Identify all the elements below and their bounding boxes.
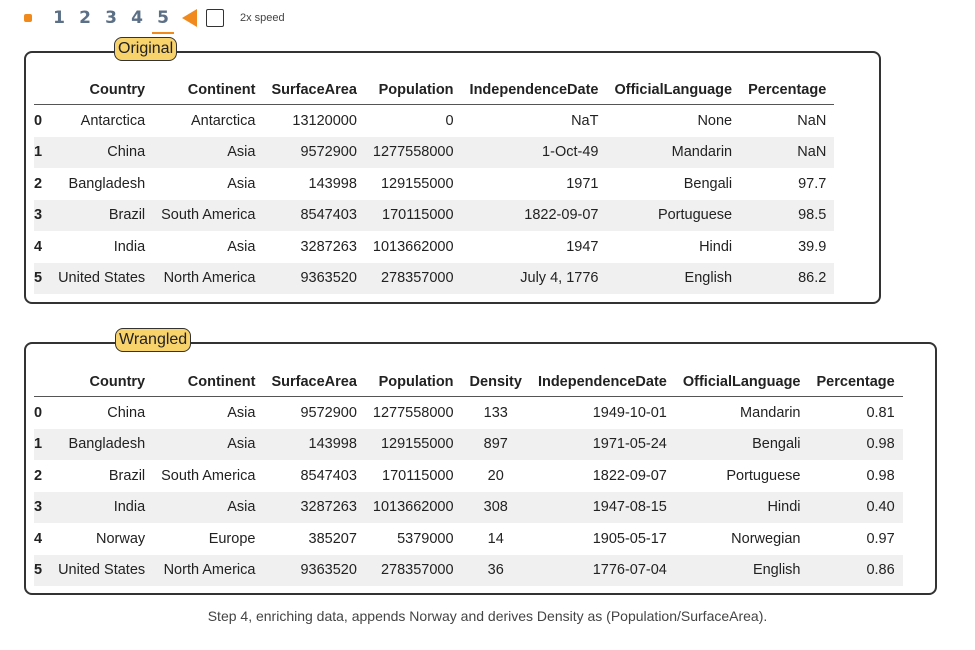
- table-cell: 0.40: [809, 492, 903, 524]
- table-cell: 5379000: [397, 530, 454, 547]
- table-cell: English: [675, 555, 809, 587]
- table-row: [34, 137, 834, 169]
- table-cell: 278357000: [365, 263, 462, 295]
- column-header: Country: [50, 368, 153, 397]
- table-cell: Bengali: [683, 175, 733, 192]
- table-cell: South America: [161, 467, 256, 484]
- table-cell: 9572900: [300, 404, 357, 421]
- column-header: Density: [462, 368, 530, 397]
- table-row: [34, 492, 903, 524]
- original-panel: [24, 40, 881, 304]
- original-table: [34, 76, 834, 294]
- table-cell: 2: [34, 467, 43, 484]
- table-cell: India: [50, 492, 153, 524]
- table-cell: Norwegian: [731, 530, 801, 547]
- column-header: IndependenceDate: [462, 76, 607, 105]
- table-row: [34, 397, 903, 429]
- column-header: Continent: [153, 368, 263, 397]
- table-cell: 39.9: [798, 238, 827, 255]
- table-cell: 0.81: [866, 404, 895, 421]
- table-header-row: [34, 76, 834, 105]
- table-row: [34, 460, 903, 492]
- table-cell: 3287263: [263, 492, 364, 524]
- table-cell: North America: [153, 555, 263, 587]
- column-header: [34, 76, 50, 105]
- table-cell: 1971: [566, 175, 599, 192]
- table-cell: Antarctica: [80, 112, 146, 129]
- table-row: [34, 555, 903, 587]
- table-cell: Portuguese: [726, 467, 801, 484]
- table-cell: 278357000: [365, 555, 462, 587]
- column-header: SurfaceArea: [263, 368, 364, 397]
- table-cell: Antarctica: [190, 112, 256, 129]
- table-cell: 143998: [308, 175, 357, 192]
- table-cell: 0: [34, 404, 43, 421]
- column-header: [34, 368, 50, 397]
- table-cell: 308: [462, 492, 530, 524]
- table-cell: Europe: [208, 530, 256, 547]
- table-cell: Asia: [153, 429, 263, 461]
- table-cell: 9363520: [263, 263, 364, 295]
- table-cell: 3287263: [300, 238, 357, 255]
- table-cell: 1: [34, 137, 50, 169]
- table-cell: 14: [487, 530, 504, 547]
- table-cell: 2: [34, 175, 43, 192]
- table-cell: 1947-08-15: [530, 492, 675, 524]
- table-cell: Hindi: [699, 238, 733, 255]
- table-cell: 0: [34, 112, 43, 129]
- table-cell: NaN: [740, 137, 834, 169]
- wrangled-label: Wrangled: [115, 328, 191, 352]
- table-cell: 36: [462, 555, 530, 587]
- table-cell: 98.5: [740, 200, 834, 232]
- step-5-button[interactable]: 5: [150, 8, 176, 28]
- table-cell: 897: [462, 429, 530, 461]
- table-cell: Asia: [153, 137, 263, 169]
- table-cell: 170115000: [365, 200, 462, 232]
- table-cell: NaT: [571, 112, 599, 129]
- table-cell: Norway: [95, 530, 146, 547]
- table-row: [34, 105, 834, 137]
- table-row: [34, 429, 903, 461]
- table-cell: Asia: [227, 175, 256, 192]
- table-row: [34, 263, 834, 295]
- table-cell: Mandarin: [606, 137, 740, 169]
- table-cell: Portuguese: [606, 200, 740, 232]
- table-cell: 4: [34, 238, 43, 255]
- table-cell: Brazil: [108, 467, 146, 484]
- table-cell: 0.86: [809, 555, 903, 587]
- table-cell: Brazil: [50, 200, 153, 232]
- table-cell: 143998: [263, 429, 364, 461]
- table-cell: Bangladesh: [68, 175, 146, 192]
- step-2-button[interactable]: 2: [79, 8, 91, 28]
- table-cell: 133: [483, 404, 508, 421]
- column-header: Percentage: [809, 368, 903, 397]
- table-cell: Hindi: [675, 492, 809, 524]
- table-cell: 86.2: [740, 263, 834, 295]
- table-cell: 1-Oct-49: [462, 137, 607, 169]
- step-4-button[interactable]: 4: [131, 8, 143, 28]
- step-indicator-dot: [24, 14, 32, 22]
- table-row: [34, 168, 834, 200]
- table-cell: China: [107, 404, 146, 421]
- column-header: SurfaceArea: [263, 76, 364, 105]
- table-cell: Asia: [227, 404, 256, 421]
- table-cell: 97.7: [798, 175, 827, 192]
- table-cell: 8547403: [263, 200, 364, 232]
- table-cell: 170115000: [382, 467, 454, 484]
- table-cell: 8547403: [300, 467, 357, 484]
- table-cell: 1776-07-04: [530, 555, 675, 587]
- table-cell: 1905-05-17: [592, 530, 667, 547]
- table-header-row: [34, 368, 903, 397]
- table-cell: 0.98: [809, 429, 903, 461]
- table-cell: 1277558000: [365, 137, 462, 169]
- speed-checkbox[interactable]: [206, 9, 224, 27]
- table-cell: 5: [34, 263, 50, 295]
- table-cell: 9363520: [263, 555, 364, 587]
- column-header: Population: [365, 368, 462, 397]
- table-cell: 5: [34, 555, 50, 587]
- table-cell: India: [113, 238, 146, 255]
- column-header: Country: [50, 76, 153, 105]
- column-header: IndependenceDate: [530, 368, 675, 397]
- table-row: [34, 200, 834, 232]
- column-header: OfficialLanguage: [606, 76, 740, 105]
- original-label: Original: [114, 37, 177, 61]
- step-1-button[interactable]: 1: [53, 8, 65, 28]
- table-cell: English: [606, 263, 740, 295]
- table-cell: 1: [34, 429, 50, 461]
- table-cell: North America: [153, 263, 263, 295]
- column-header: OfficialLanguage: [675, 368, 809, 397]
- table-cell: NaN: [797, 112, 827, 129]
- table-cell: 1013662000: [372, 238, 454, 255]
- table-row: [34, 231, 834, 263]
- table-cell: 1822-09-07: [592, 467, 667, 484]
- wrangled-panel: [24, 331, 937, 595]
- table-cell: 129155000: [365, 429, 462, 461]
- table-cell: 1947: [566, 238, 599, 255]
- table-cell: None: [697, 112, 733, 129]
- table-cell: 1822-09-07: [462, 200, 607, 232]
- table-cell: Mandarin: [740, 404, 801, 421]
- table-cell: Asia: [227, 238, 256, 255]
- table-cell: 129155000: [380, 175, 454, 192]
- play-back-icon[interactable]: [182, 9, 197, 27]
- table-row: [34, 523, 903, 555]
- table-cell: 0: [445, 112, 454, 129]
- column-header: Percentage: [740, 76, 834, 105]
- table-cell: South America: [153, 200, 263, 232]
- table-cell: 0.97: [866, 530, 895, 547]
- step-caption: Step 4, enriching data, appends Norway and derives Density as (Population/SurfaceArea).: [207, 608, 768, 624]
- table-cell: July 4, 1776: [462, 263, 607, 295]
- table-cell: 13120000: [292, 112, 357, 129]
- column-header: Population: [365, 76, 462, 105]
- table-cell: 1277558000: [372, 404, 454, 421]
- wrangled-table: [34, 368, 903, 586]
- table-cell: 9572900: [263, 137, 364, 169]
- table-cell: 4: [34, 530, 43, 547]
- table-cell: 3: [34, 200, 50, 232]
- table-cell: United States: [50, 555, 153, 587]
- column-header: Continent: [153, 76, 263, 105]
- speed-label: 2x speed: [240, 12, 285, 24]
- table-cell: China: [50, 137, 153, 169]
- table-cell: United States: [50, 263, 153, 295]
- step-navigation: [24, 4, 285, 32]
- table-cell: 1013662000: [365, 492, 462, 524]
- step-3-button[interactable]: 3: [105, 8, 117, 28]
- table-cell: Bangladesh: [50, 429, 153, 461]
- table-cell: 20: [487, 467, 504, 484]
- table-cell: Bengali: [675, 429, 809, 461]
- table-cell: 3: [34, 492, 50, 524]
- table-cell: 1949-10-01: [592, 404, 667, 421]
- table-cell: 385207: [308, 530, 357, 547]
- table-cell: 1971-05-24: [530, 429, 675, 461]
- table-cell: 0.98: [866, 467, 895, 484]
- table-cell: Asia: [153, 492, 263, 524]
